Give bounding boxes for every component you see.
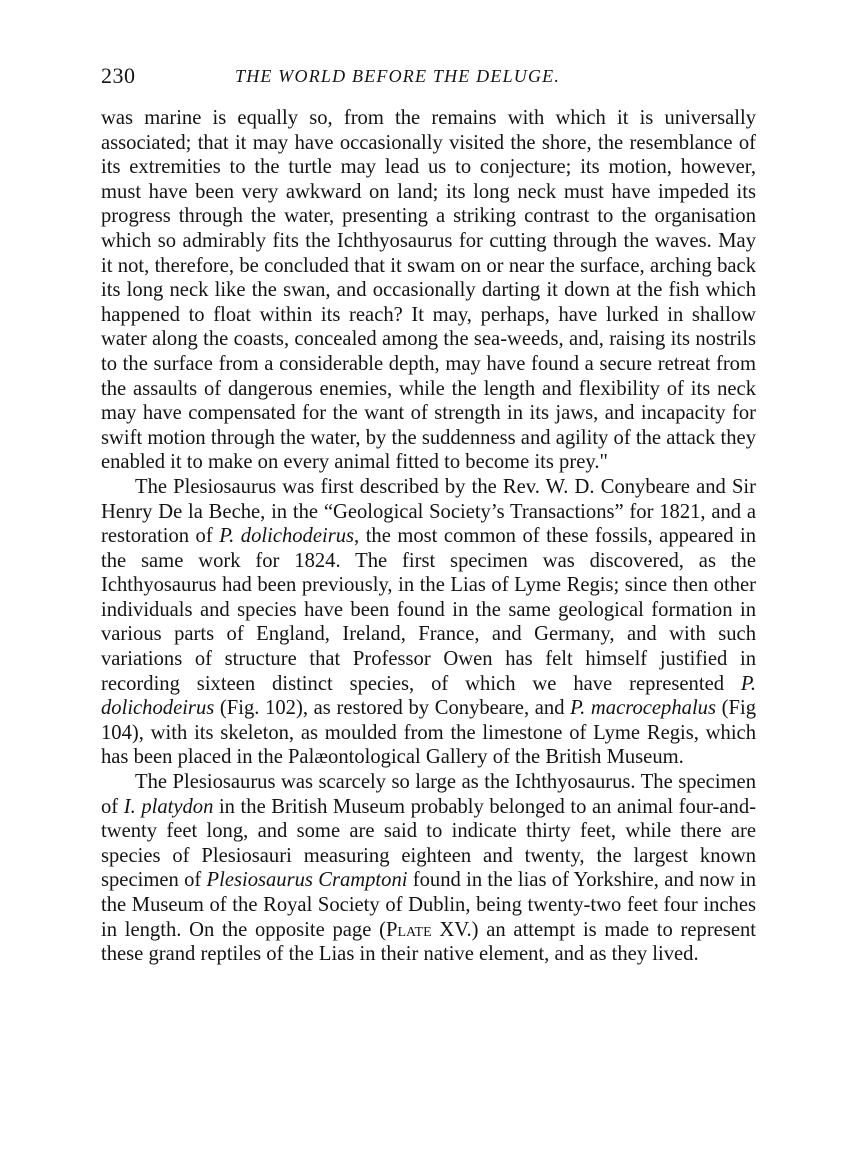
paragraph-text: found in the lias of Yorkshire, and now in the Museum of the Royal Society of Dublin, being twenty-two feet four inches in length. On the opposite page (	[101, 869, 756, 941]
body-text	[101, 106, 756, 967]
paragraph-text: ) an attempt is made to represent these grand reptiles of the Lias in their native element, and as they lived.	[101, 918, 756, 966]
running-title: THE WORLD BEFORE THE DELUGE.	[235, 66, 561, 86]
species-name: Plesiosaurus Cramptoni	[206, 869, 408, 892]
paragraph-continuation	[101, 106, 756, 475]
species-name: P. macrocephalus	[570, 697, 716, 720]
species-name: P. dolichodeirus	[101, 672, 756, 720]
page-number: 230	[101, 63, 136, 88]
paragraph-plesiosaurus-description	[101, 475, 756, 770]
species-name: P. dolichodeirus	[219, 525, 355, 548]
paragraph-text: (Fig 104), with its skeleton, as moulded from the limestone of Lyme Regis, which has been placed in the Palæontological Gallery of the British Museum.	[101, 697, 756, 769]
paragraph-text: was marine is equally so, from the remains with which it is universally associated; that it may have occasionally visited the shore, the resemblance of its extremities to the turtle may lead us to conjecture; its motion, however, must have been very awkward on land; its long neck must have impeded its progress through the water, presenting a striking contrast to the organisation which so admirably fits the Ichthyosaurus for cutting through the waves. May it not, therefore, be concluded that it swam on or near the surface, arching back its long neck like the swan, and occasionally darting it down at the fish which happened to float within its reach? It may, perhaps, have lurked in shallow water along the coasts, concealed among the sea-weeds, and, raising its nostrils to the surface from a considerable depth, may have found a secure retreat from the assaults of dangerous enemies, while the length and flexibility of its neck may have compensated for the want of strength in its jaws, and incapacity for swift motion through the water, by the suddenness and agility of the attack they enabled it to make on every animal fitted to become its prey."	[101, 107, 756, 474]
paragraph-text: The Plesiosaurus was first described by the Rev. W. D. Conybeare and Sir Henry De la Beche, in the “Geological Society’s Transactions” for 1821, and a restoration of	[101, 475, 756, 548]
paragraph-plesiosaurus-size	[101, 770, 756, 967]
paragraph-text: (Fig. 102), as restored by Conybeare, and	[214, 697, 571, 720]
book-page	[101, 58, 756, 967]
species-name: I. platydon	[123, 795, 214, 818]
paragraph-text: , the most common of these fossils, appeared in the same work for 1824. The first specimen was discovered, as the Ichthyosaurus had been previously, in the Lias of Lyme Regis; since then other individuals and species have been found in the same geological formation in various parts of England, Ireland, France, and Germany, and with such variations of structure that Professor Owen has felt himself justified in recording sixteen distinct species, of which we have represented	[101, 525, 756, 695]
paragraph-text: The Plesiosaurus was scarcely so large as the Ichthyosaurus. The specimen of	[101, 771, 756, 818]
plate-reference: Plate XV.	[385, 918, 472, 941]
paragraph-text: in the British Museum probably belonged to an animal four-and-twenty feet long, and some are said to indicate thirty feet, while there are species of Plesiosauri measuring eighteen and twenty, the largest known specimen of	[101, 795, 756, 892]
running-head	[101, 58, 756, 94]
